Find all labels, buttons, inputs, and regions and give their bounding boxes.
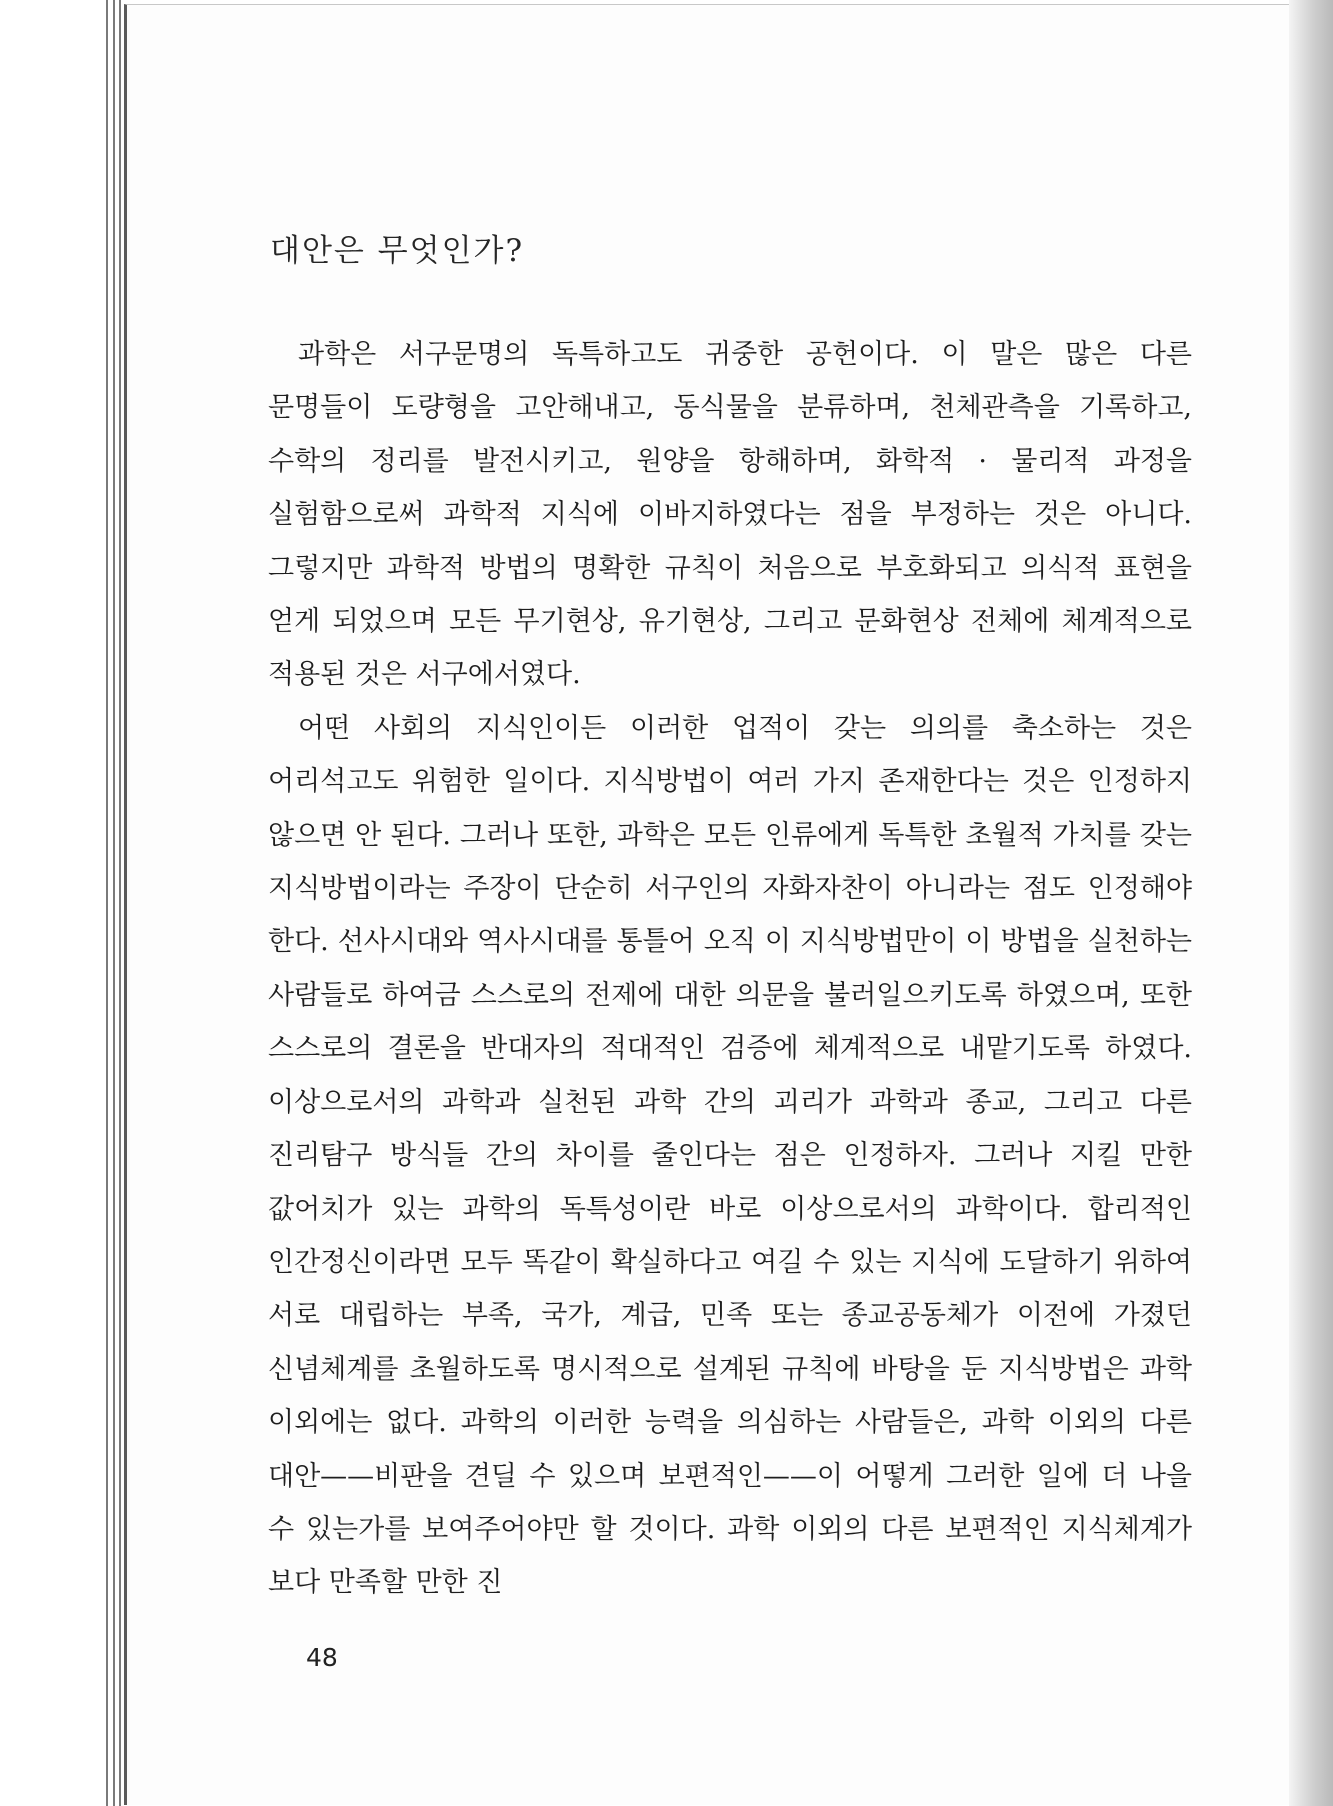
page-edge-line	[113, 0, 115, 1806]
page-gutter-shadow	[1289, 0, 1333, 1806]
body-text	[268, 328, 1192, 1610]
page-edge-line	[119, 0, 121, 1806]
page-number: 48	[306, 1643, 338, 1672]
paragraph: 과학은 서구문명의 독특하고도 귀중한 공헌이다. 이 말은 많은 다른 문명들이 도량형을 고안해내고, 동식물을 분류하며, 천체관측을 기록하고, 수학의 정리를 발전시키고, 원양을 항해하며, 화학적 · 물리적 과정을 실험함으로써 과학적 지식에 이바지하였다는 점을 부정하는 것은 아니다. 그렇지만 과학적 방법의 명확한 규칙이 처음으로 부호화되고 의식적 표현을 얻게 되었으며 모든 무기현상, 유기현상, 그리고 문화현상 전체에 체계적으로 적용된 것은 서구에서였다.	[268, 339, 1192, 691]
page-edge-stack	[0, 0, 128, 1806]
section-heading: 대안은 무엇인가?	[270, 233, 525, 269]
page-edge-line	[106, 0, 108, 1806]
paragraph: 어떤 사회의 지식인이든 이러한 업적이 갖는 의의를 축소하는 것은 어리석고도 위험한 일이다. 지식방법이 여러 가지 존재한다는 것은 인정하지 않으면 안 된다. 그러나 또한, 과학은 모든 인류에게 독특한 초월적 가치를 갖는 지식방법이라는 주장이 단순히 서구인의 자화자찬이 아니라는 점도 인정해야 한다. 선사시대와 역사시대를 통틀어 오직 이 지식방법만이 이 방법을 실천하는 사람들로 하여금 스스로의 전제에 대한 의문을 불러일으키도록 하였으며, 또한 스스로의 결론을 반대자의 적대적인 검증에 체계적으로 내맡기도록 하였다. 이상으로서의 과학과 실천된 과학 간의 괴리가 과학과 종교, 그리고 다른 진리탐구 방식들 간의 차이를 줄인다는 점은 인정하자. 그러나 지킬 만한 값어치가 있는 과학의 독특성이란 바로 이상으로서의 과학이다. 합리적인 인간정신이라면 모두 똑같이 확실하다고 여길 수 있는 지식에 도달하기 위하여 서로 대립하는 부족, 국가, 계급, 민족 또는 종교공동체가 이전에 가졌던 신념체계를 초월하도록 명시적으로 설계된 규칙에 바탕을 둔 지식방법은 과학 이외에는 없다. 과학의 이러한 능력을 의심하는 사람들은, 과학 이외의 다른 대안——비판을 견딜 수 있으며 보편적인——이 어떻게 그러한 일에 더 나을 수 있는가를 보여주어야만 할 것이다. 과학 이외의 다른 보편적인 지식체계가 보다 만족할 만한 진	[268, 712, 1192, 1599]
